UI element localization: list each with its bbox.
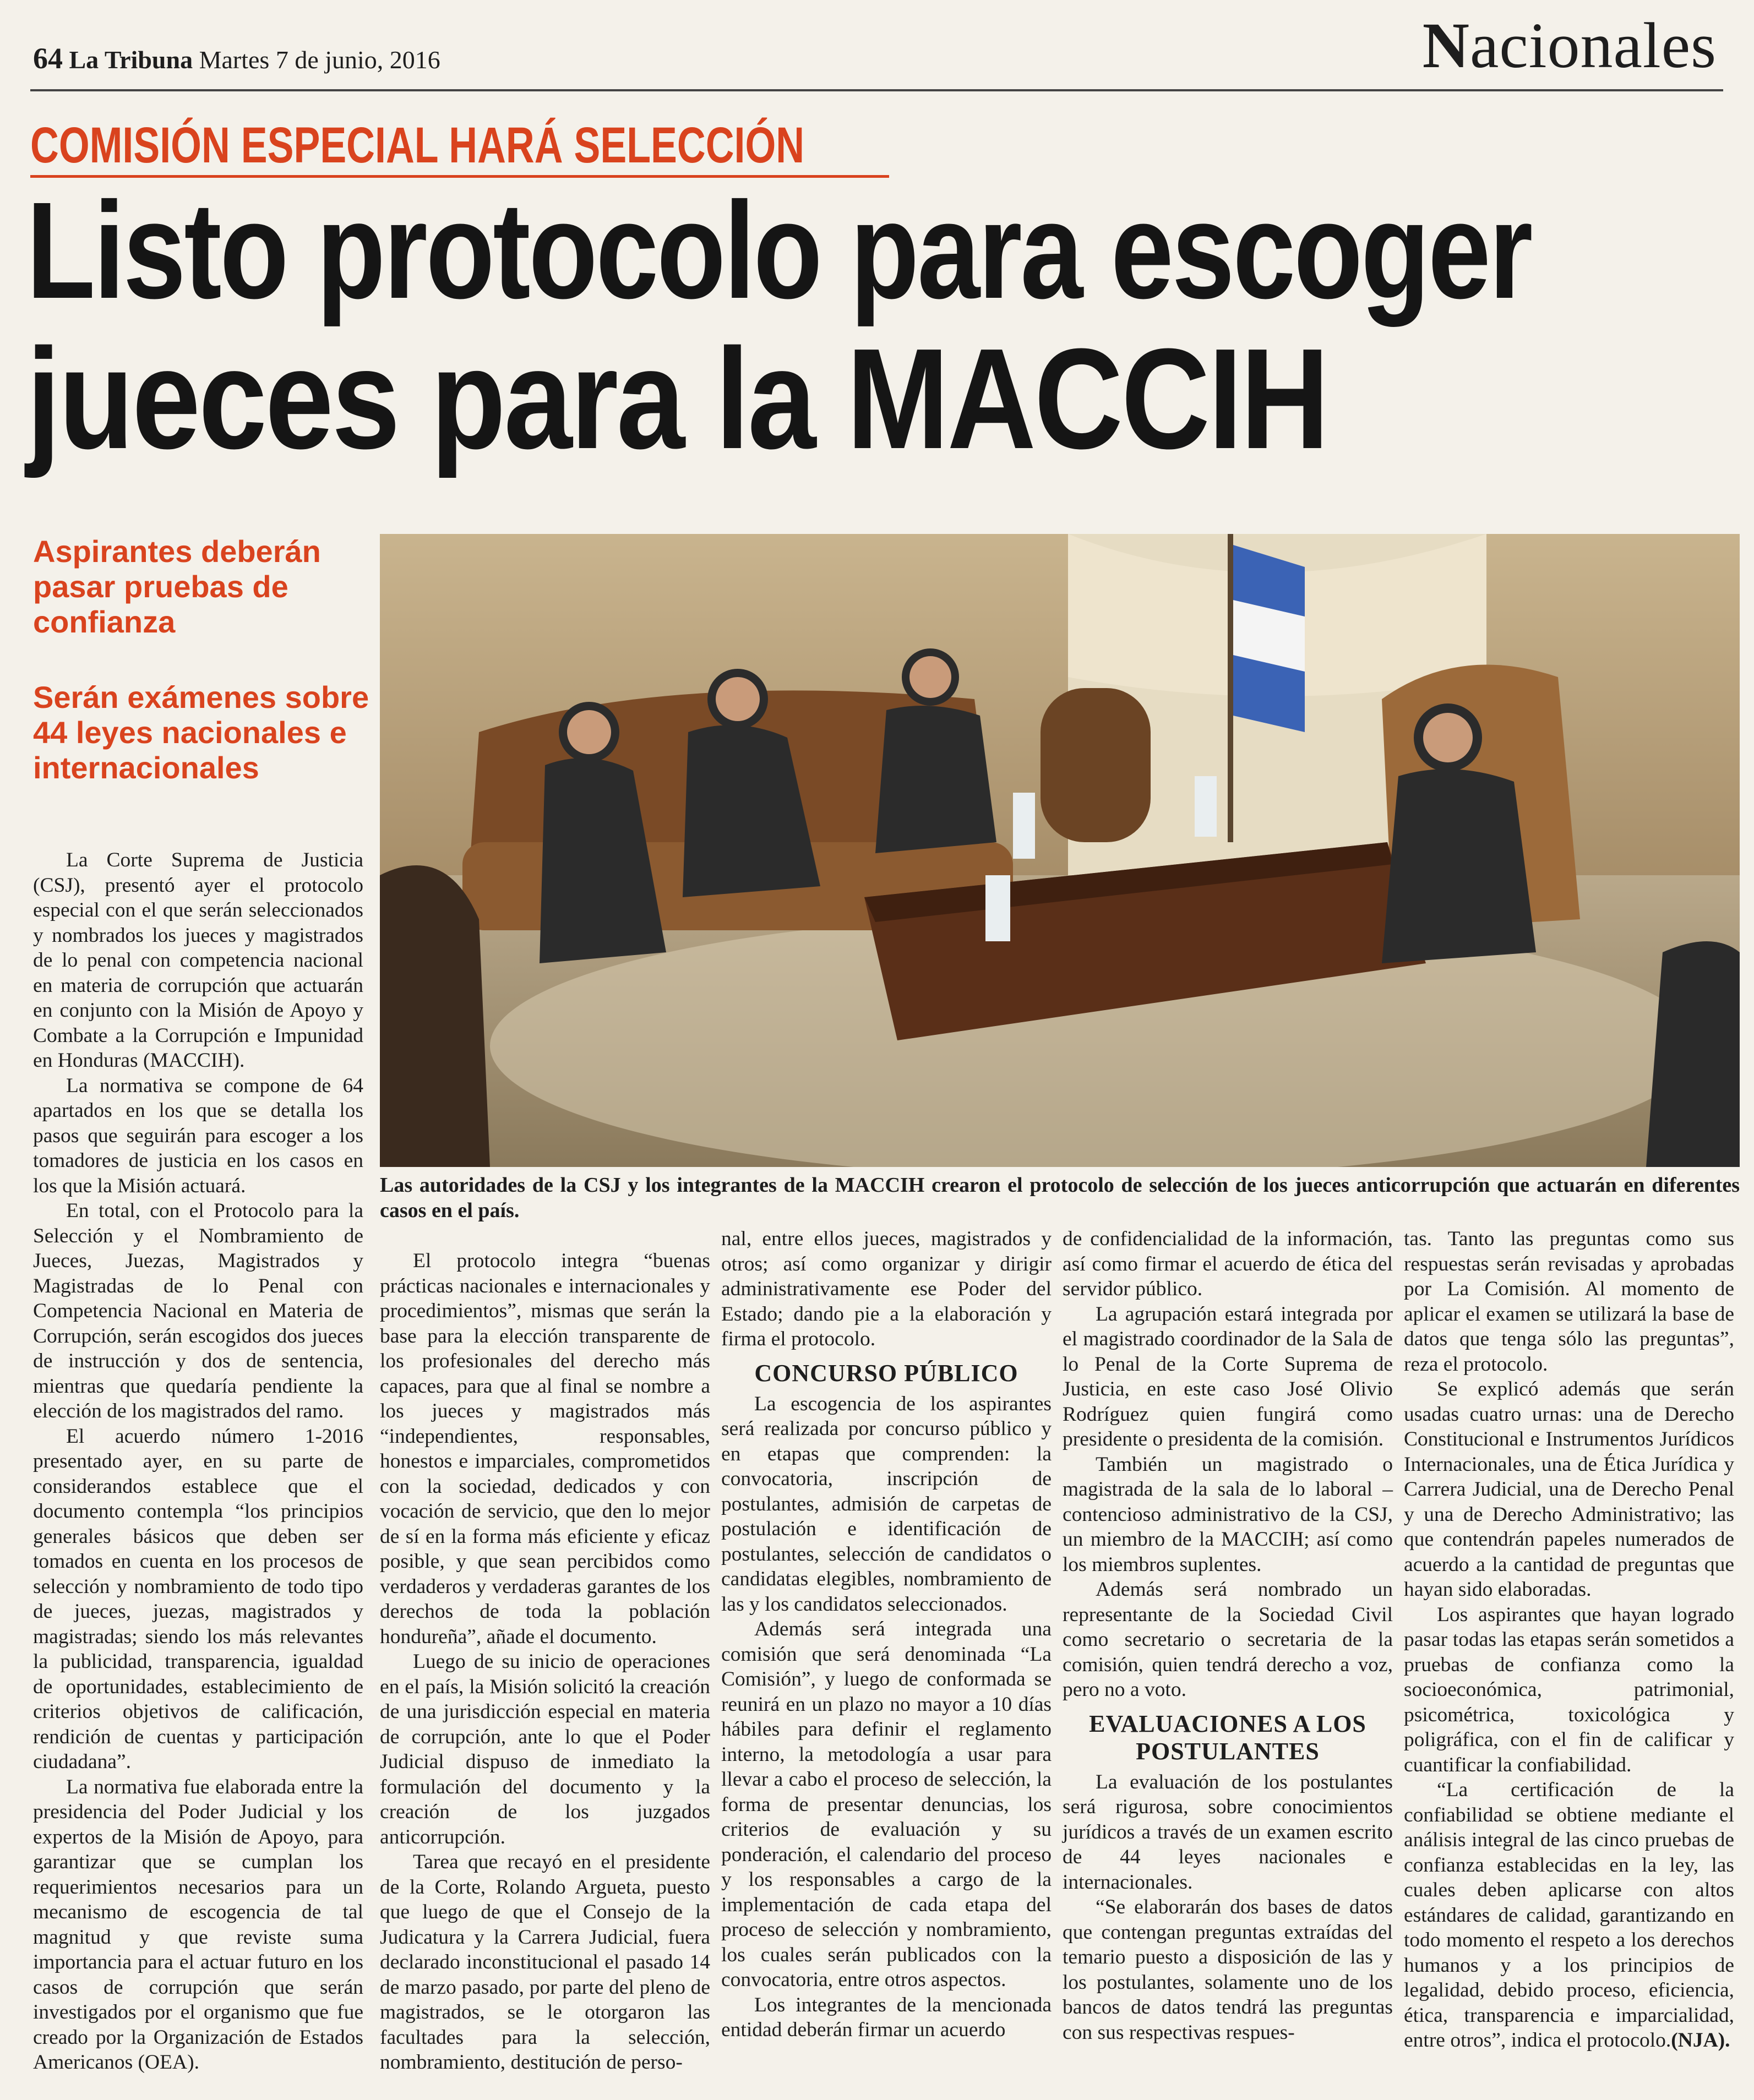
headline-line-1: Listo protocolo para escoger [26,173,1532,327]
paragraph: También un magistrado o magistrada de la sala de lo laboral – contencioso administrativo de la CSJ, un miembro de la MACCIH; así como los miembros suplentes. [1063,1453,1393,1576]
section-initial: N [1422,9,1470,81]
meeting-photo [380,534,1740,1167]
author-signature: (NJA). [1671,2029,1730,2052]
paragraph-closing [1404,1777,1734,2053]
paragraph: Luego de su inicio de operaciones en el país, la Misión solicitó la creación de una jurisdicción especial en materia de corrupción, ante lo que el Poder Judicial dispuso de inmediato la formulación del documento y la creación de los juzgados anticorrupción. [380,1650,710,1848]
article-column-4 [1063,1226,1393,2045]
photo-caption: Las autoridades de la CSJ y los integrantes de la MACCIH crearon el protocolo de selección de los jueces anticorrupción que actuarán en diferentes casos en el país. [380,1174,1740,1222]
paragraph: Además será nombrado un representante de la Sociedad Civil como secretario o secretaria de la comisión, quien tendrá derecho a voz, pero no a voto. [1063,1578,1393,1701]
paragraph: La Corte Suprema de Justicia (CSJ), presentó ayer el protocolo especial con el que serán seleccionados y nombrados los jueces y magistrados de lo penal con competencia nacional en materia de corrupción que actuarán en conjunto con la Misión de Apoyo y Combate a la Corrupción e Impunidad en Honduras (MACCIH). [33,849,363,1072]
subhead-44-laws: Serán exámenes sobre 44 leyes nacionales e internacionales [33,680,369,785]
paragraph: Se explicó además que serán usadas cuatro urnas: una de Derecho Constitucional e Instrumentos Jurídicos Internacionales, una de Ética Jurídica y Carrera Judicial, una de Derecho Penal y una de Derecho Administrativo; las que contendrán papeles numerados de acuerdo a la cantidad de preguntas que hayan sido elaboradas. [1404,1378,1734,1601]
paragraph: La agrupación estará integrada por el magistrado coordinador de la Sala de lo Penal de la Corte Suprema de Justicia, en este caso José Olivio Rodríguez quien fungirá como presidente o presidenta de la comisión. [1063,1302,1393,1450]
paragraph: En total, con el Protocolo para la Selección y el Nombramiento de Jueces, Juezas, Magistrados y Magistradas de lo Penal con Competencia Nacional en Materia de Corrupción, serán escogidos dos jueces de instrucción y dos de sentencia, mientras que quedaría pendiente la elección de los magistrados del ramo. [33,1199,363,1422]
article-column-3 [721,1226,1052,2043]
headline-line-2: jueces para la MACCIH [26,319,1328,479]
paragraph: El protocolo integra “buenas prácticas nacionales e internacionales y procedimientos”, mismas que serán la base para la elección transparente de los profesionales del derecho más capaces, para que al final se nombre a los jueces y magistrados más “independientes, responsables, honestos e imparciales, comprometidos con la sociedad, dedicados y con vocación de servicio, que den lo mejor de sí en la forma más eficiente y eficaz posible, y que sean percibidos como verdaderos y verdaderas garantes de los derechos de toda la población hondureña”, añade el documento. [380,1250,710,1648]
article-column-2 [380,1248,710,2075]
paragraph: nal, entre ellos jueces, magistrados y otros; así como organizar y dirigir administrativamente ese Poder del Estado; dando pie a la elaboración y firma el protocolo. [721,1228,1052,1350]
paragraph: Además será integrada una comisión que será denominada “La Comisión”, y luego de conformada se reunirá en un plazo no mayor a 10 días hábiles para definir el reglamento interno, la metodología a usar para llevar a cabo el proceso de selección, la forma de presentar denuncias, los criterios de evaluación y su ponderación, el calendario del proceso y los responsables a cargo de la implementación de cada etapa del proceso de selección y nombramiento, los cuales serán publicados con la convocatoria, entre otros aspectos. [721,1618,1052,1991]
article-column-1 [33,848,363,2075]
paragraph: El acuerdo número 1-2016 presentado ayer, en su parte de considerandos establece que el documento contempla “los principios generales básicos que deben ser tomados en cuenta en los procesos de selección y nombramiento de todo tipo de jueces, juezas, magistrados y magistradas; siendo los más relevantes la publicidad, transparencia, igualdad de oportunidades, establecimiento de criterios objetivos de calificación, rendición de cuentas y participación ciudadana”. [33,1425,363,1773]
publication-date: Martes 7 de junio, 2016 [199,46,440,74]
paragraph: La normativa fue elaborada entre la presidencia del Poder Judicial y los expertos de la Misión de Apoyo, para garantizar que se cumplan los requerimientos necesarios para un mecanismo de escogencia de tal magnitud y que reviste suma importancia para el actuar futuro en los casos de corrupción que serán investigados por el organismo que fue creado por la Organización de Estados Americanos (OEA). [33,1775,363,2074]
meeting-photo-illustration [380,534,1740,1167]
section-heading-evaluaciones: EVALUACIONES A LOS POSTULANTES [1089,1710,1366,1765]
paragraph: Tarea que recayó en el presidente de la Corte, Rolando Argueta, puesto que luego de que el Consejo de la Judicatura y la Carrera Judicial, fuera declarado inconstitucional el pasado 14 de marzo pasado, por parte del pleno de magistrados, se le otorgaron las facultades para la selección, nombramiento, destitución de perso- [380,1851,710,2074]
closing-quote-text: “La certificación de la confiabilidad se obtiene mediante el análisis integral de las cinco pruebas de confianza establecidas en la ley, las cuales deben aplicarse con altos estándares de calidad, garantizando en todo momento el respeto a los derechos humanos y a los principios de legalidad, debido proceso, eficiencia, ética, transparencia e imparcialidad, entre otros”, indica el protocolo. [1404,1779,1734,2052]
section-rest: acionales [1470,9,1717,81]
section-title [1423,10,1717,81]
subhead-confidence-tests: Aspirantes deberán pasar pruebas de confianza [33,534,321,639]
paragraph: “Se elaborarán dos bases de datos que contengan preguntas extraídas del temario puesto a disposición de las y los postulantes, solamente uno de los bancos de datos tendrá las preguntas con sus respectivas respues- [1063,1896,1393,2044]
page-folio [33,43,440,75]
paragraph: La normativa se compone de 64 apartados en los que se detalla los pasos que seguirán para escoger a los tomadores de justicia en los casos en los que la Misión actuará. [33,1074,363,1197]
kicker: COMISIÓN ESPECIAL HARÁ SELECCIÓN [30,117,805,173]
paragraph: Los integrantes de la mencionada entidad deberán firmar un acuerdo [721,1993,1052,2041]
header-rule [30,89,1723,91]
article-column-5 [1404,1226,1734,2053]
paragraph: de confidencialidad de la información, así como firmar el acuerdo de ética del servidor público. [1063,1228,1393,1300]
paragraph: La evaluación de los postulantes será rigurosa, sobre conocimientos jurídicos a través de un examen escrito de 44 leyes nacionales e internacionales. [1063,1770,1393,1894]
page-number: 64 [33,42,63,75]
newspaper-name: La Tribuna [69,46,193,74]
section-heading-concurso: CONCURSO PÚBLICO [754,1359,1018,1387]
paragraph: Los aspirantes que hayan logrado pasar todas las etapas serán sometidos a pruebas de confianza como la socioeconómica, patrimonial, psicométrica, toxicológica y poligráfica, con el fin de calificar y cuantificar la confiabilidad. [1404,1603,1734,1776]
paragraph: tas. Tanto las preguntas como sus respuestas serán revisadas y aprobadas por La Comisión. Al momento de aplicar el examen se utilizará la base de datos que tenga sólo las preguntas”, reza el protocolo. [1404,1228,1734,1376]
paragraph: La escogencia de los aspirantes será realizada por concurso público y en etapas que comprenden: la convocatoria, inscripción de postulantes, admisión de carpetas de postulación e identificación de postulantes, selección de candidatos o candidatas elegibles, nombramiento de las y los candidatos seleccionados. [721,1392,1052,1616]
